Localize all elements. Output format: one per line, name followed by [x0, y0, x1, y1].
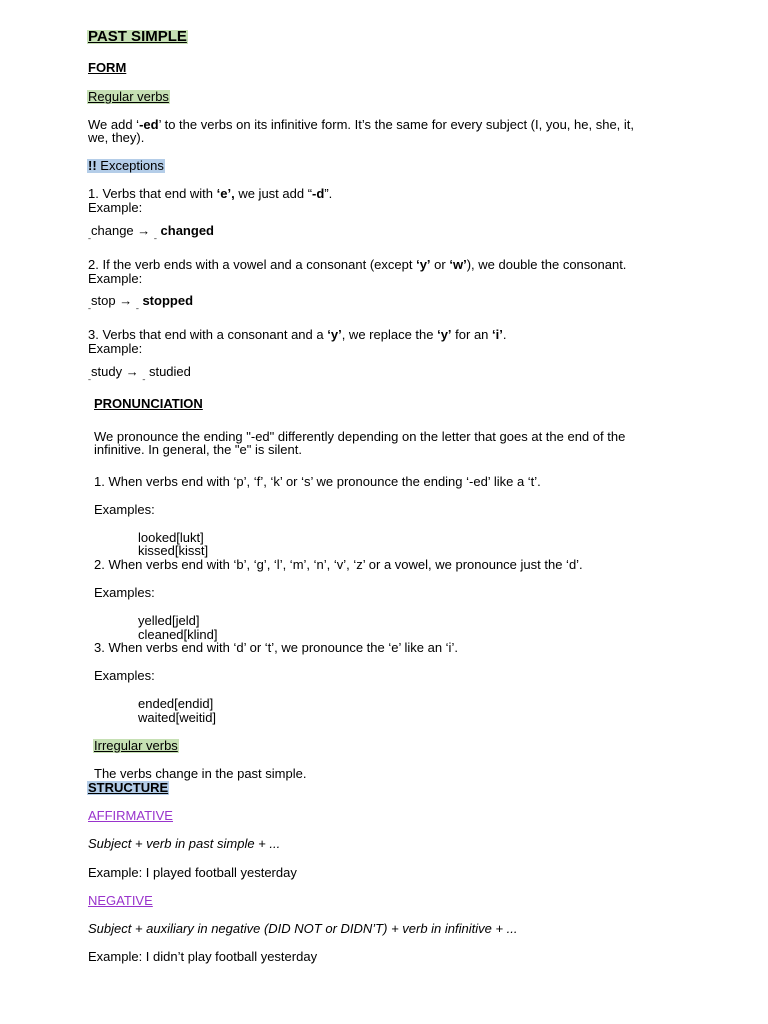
irregular-verbs-text: The verbs change in the past simple.: [94, 766, 307, 781]
pronunciation-rule-2: 2. When verbs end with ‘b’, ‘g’, ‘l’, ‘m’, ‘n’, ‘v’, ‘z’ or a vowel, we pronounce just the ‘d’.: [94, 557, 583, 572]
pronunciation-heading: PRONUNCIATION: [94, 396, 203, 411]
page-title: PAST SIMPLE: [88, 28, 187, 45]
structure-heading: STRUCTURE: [88, 780, 169, 795]
affirmative-formula: Subject + verb in past simple + ...: [88, 836, 281, 851]
pronunciation-rule-1: 1. When verbs end with ‘p’, ‘f’, ‘k’ or ‘s’ we pronounce the ending ‘-ed’ like a ‘t’.: [94, 474, 541, 489]
arrow-icon: →: [137, 223, 151, 238]
exception-1-example: $_ˍ$change → $_ˍ$ changed: [88, 223, 214, 240]
rule-3-examples-label: Examples:: [94, 668, 155, 683]
rule-1-example-2: kissed[kisst]: [138, 543, 209, 558]
exception-2-example-label: Example:: [88, 271, 143, 286]
affirmative-example: Example: I played football yesterday: [88, 865, 297, 880]
exception-2-text: 2. If the verb ends with a vowel and a consonant (except ‘y’ or ‘w’), we double the consonant.: [88, 257, 627, 272]
regular-rule-line1: We add ‘-ed’ to the verbs on its infinitive form. It’s the same for every subject (I, you, he, she, it,: [88, 117, 635, 132]
exceptions-label: !! Exceptions: [88, 158, 164, 173]
rule-1-example-1: looked[lukt]: [138, 530, 204, 545]
arrow-icon: →: [119, 293, 133, 308]
exception-3-example: $_ˍ$study → $_ˍ$ studied: [88, 364, 191, 381]
exception-3-text: 3. Verbs that end with a consonant and a ‘y’, we replace the ‘y’ for an ‘i’.: [88, 327, 507, 342]
affirmative-link[interactable]: AFFIRMATIVE: [88, 808, 173, 823]
negative-formula: Subject + auxiliary in negative (DID NOT or DIDN’T) + verb in infinitive + ...: [88, 921, 518, 936]
rule-1-examples-label: Examples:: [94, 502, 155, 517]
pronunciation-rule-3: 3. When verbs end with ‘d’ or ‘t’, we pronounce the ‘e’ like an ‘i’.: [94, 640, 458, 655]
rule-3-example-2: waited[weitid]: [138, 710, 217, 725]
rule-2-example-2: cleaned[klind]: [138, 627, 218, 642]
negative-example: Example: I didn’t play football yesterday: [88, 949, 318, 964]
exception-1-text: 1. Verbs that end with ‘e’, we just add “-d”.: [88, 186, 333, 201]
arrow-icon: →: [125, 364, 139, 379]
exception-3-example-label: Example:: [88, 341, 143, 356]
exception-1-example-label: Example:: [88, 200, 143, 215]
pronunciation-intro-line1: We pronounce the ending "-ed" differently depending on the letter that goes at the end of the: [94, 429, 626, 444]
pronunciation-intro-line2: infinitive. In general, the "e" is silent.: [94, 442, 302, 457]
negative-link[interactable]: NEGATIVE: [88, 893, 153, 908]
exception-2-example: $_ˍ$stop → $_ˍ$ stopped: [88, 293, 194, 310]
regular-verbs-label: Regular verbs: [88, 89, 169, 104]
rule-2-examples-label: Examples:: [94, 585, 155, 600]
rule-3-example-1: ended[endid]: [138, 696, 214, 711]
irregular-verbs-label: Irregular verbs: [94, 738, 178, 753]
regular-rule-line2: we, they).: [88, 130, 145, 145]
rule-2-example-1: yelled[jeld]: [138, 613, 200, 628]
form-heading: FORM: [88, 60, 127, 75]
